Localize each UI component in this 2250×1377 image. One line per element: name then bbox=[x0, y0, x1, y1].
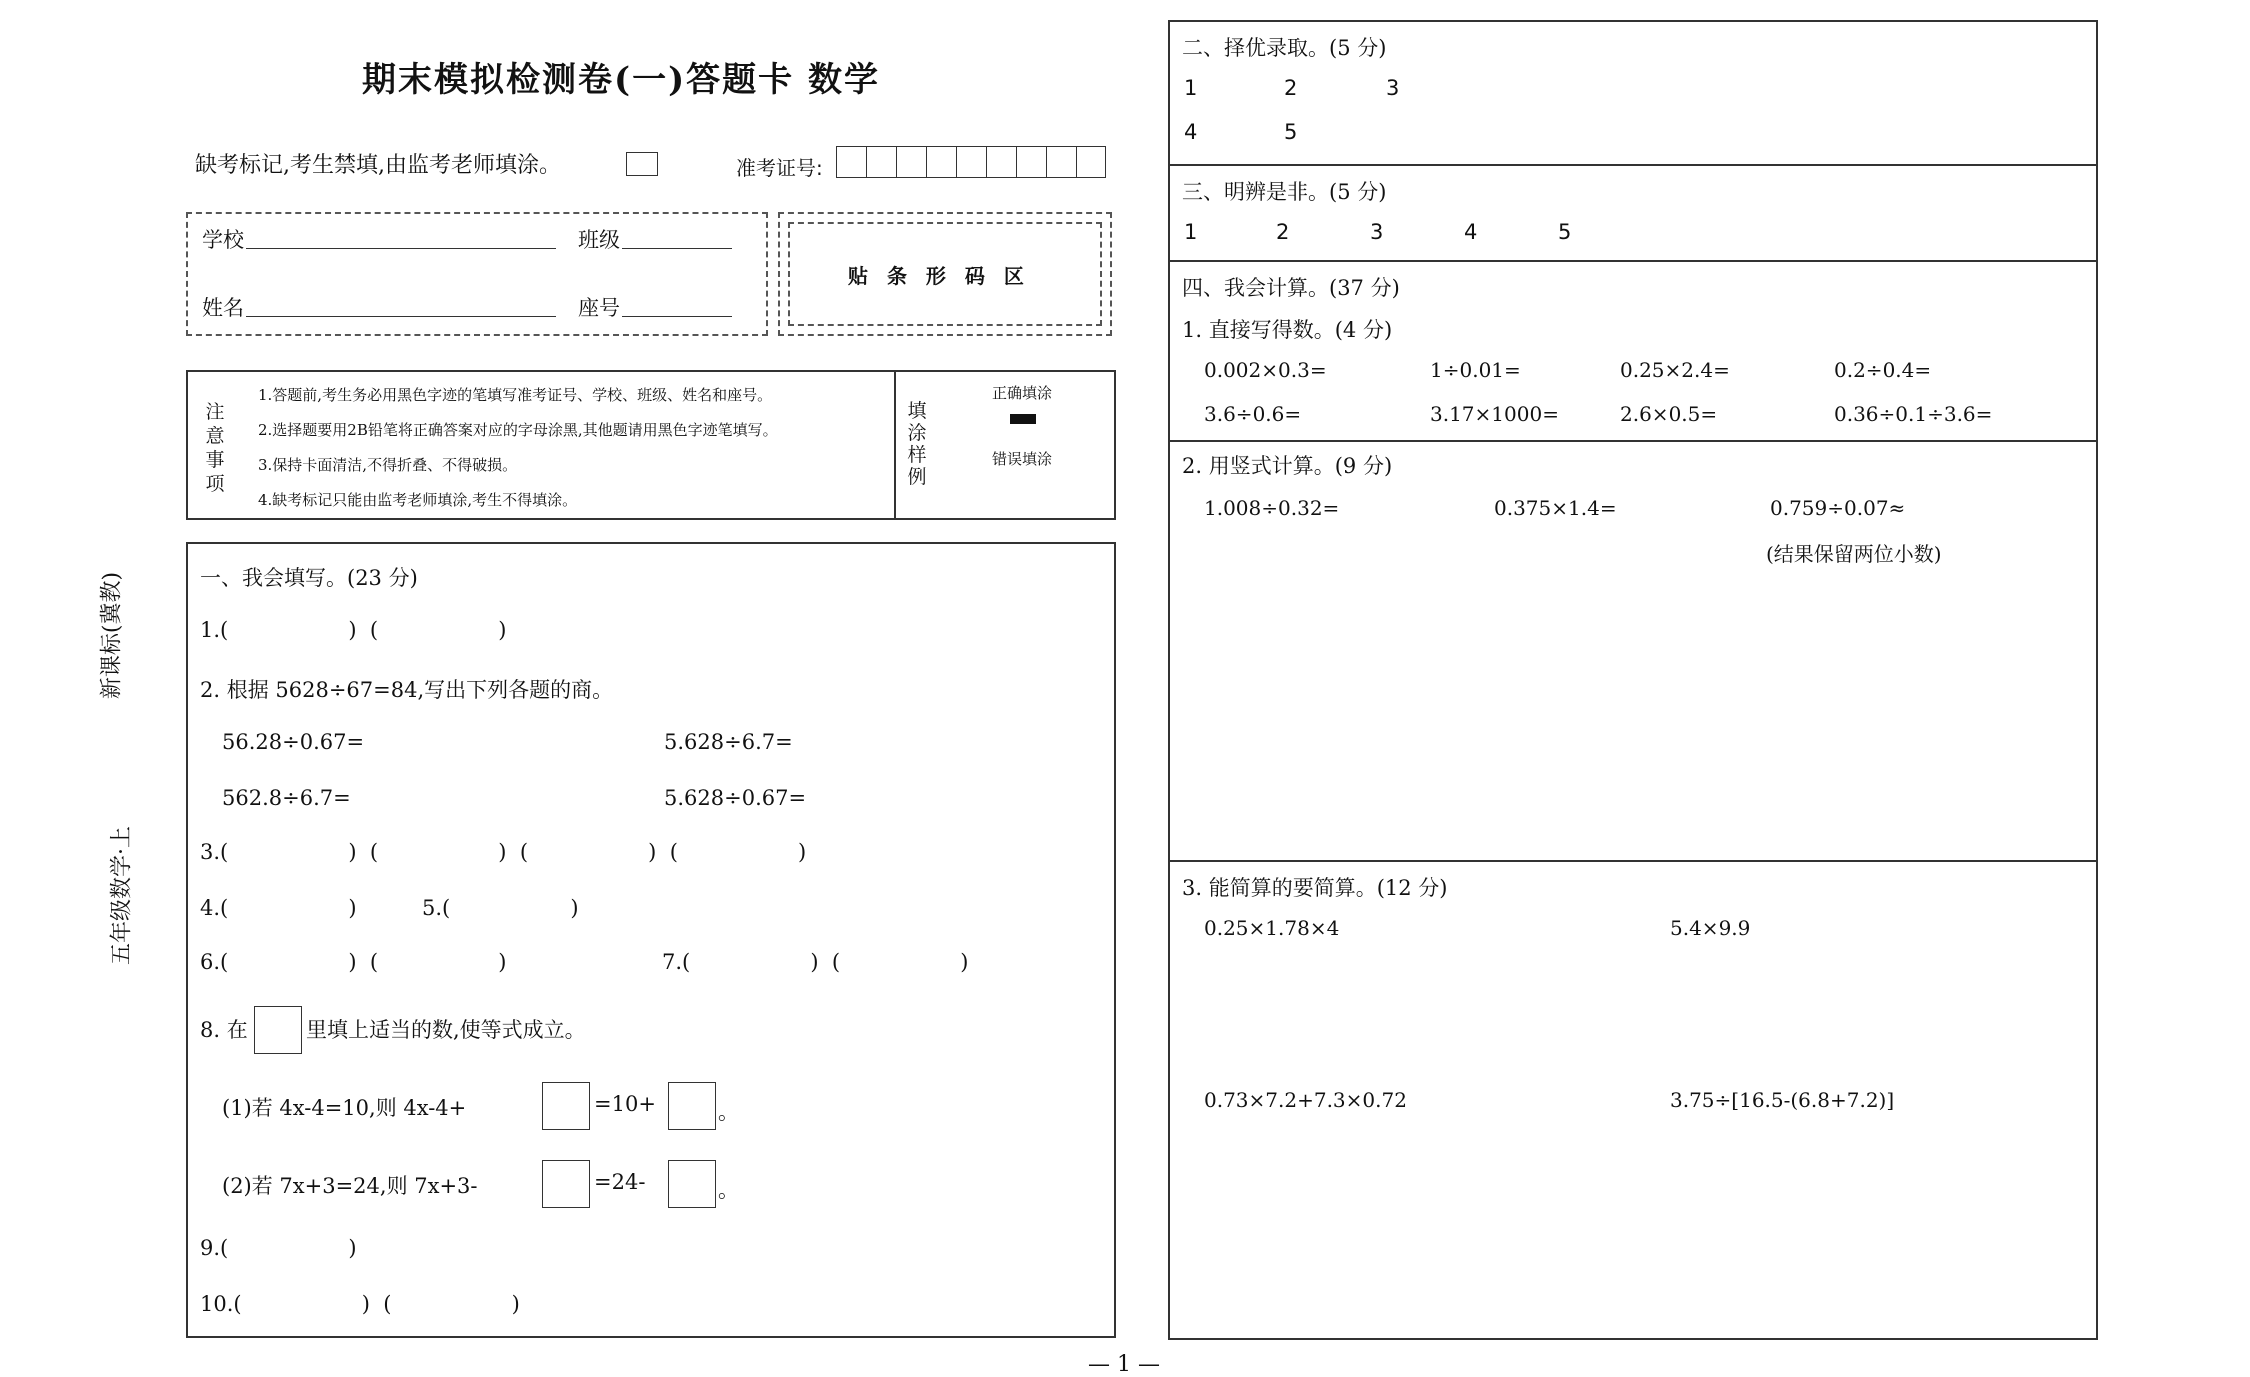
sec1-q2: 2. 根据 5628÷67=84,写出下列各题的商。 bbox=[200, 678, 614, 702]
sec1-q2c[interactable]: 562.8÷6.7= bbox=[222, 786, 351, 810]
divider-2-3 bbox=[1170, 164, 2096, 166]
calc-5[interactable]: 3.6÷0.6= bbox=[1204, 402, 1302, 426]
wrong-fill-label: 错误填涂 bbox=[992, 450, 1053, 468]
notice-item-3: 3.保持卡面清洁,不得折叠、不得破损。 bbox=[258, 456, 518, 474]
notice-label: 注 意 事 项 bbox=[205, 401, 225, 495]
divider-3-4 bbox=[1170, 260, 2096, 262]
sec3-item-3[interactable]: 3 bbox=[1370, 220, 1384, 244]
sec1-q7[interactable]: 7.( ) ( ) bbox=[662, 950, 969, 974]
sec1-q8-pre: 8. 在 bbox=[200, 1018, 248, 1042]
notice-item-2: 2.选择题要用2B铅笔将正确答案对应的字母涂黑,其他题请用黑色字迹笔填写。 bbox=[258, 421, 778, 439]
right-column bbox=[1168, 20, 2098, 1340]
school-field[interactable] bbox=[246, 248, 556, 249]
sec3-item-4[interactable]: 4 bbox=[1464, 220, 1478, 244]
sec1-q3[interactable]: 3.( ) ( ) ( ) ( ) bbox=[200, 840, 807, 864]
sec3-item-2[interactable]: 2 bbox=[1276, 220, 1290, 244]
notice-box bbox=[186, 370, 1116, 520]
class-label: 班级 bbox=[578, 228, 620, 252]
section-1 bbox=[186, 542, 1116, 1338]
sec1-q10[interactable]: 10.( ) ( ) bbox=[200, 1292, 520, 1316]
class-field[interactable] bbox=[622, 248, 732, 249]
vert-1[interactable]: 1.008÷0.32= bbox=[1204, 496, 1340, 520]
sec1-q8b-box-1[interactable] bbox=[542, 1160, 590, 1208]
barcode-outer bbox=[778, 212, 1112, 336]
page-number: — 1 — bbox=[1088, 1352, 1160, 1377]
sec3-title: 三、明辨是非。(5 分) bbox=[1182, 180, 1387, 204]
simp-4[interactable]: 3.75÷[16.5-(6.8+7.2)] bbox=[1670, 1088, 1895, 1112]
sec1-q8b-mid: =24- bbox=[594, 1170, 646, 1194]
sec1-q2a[interactable]: 56.28÷0.67= bbox=[222, 730, 365, 754]
calc-4[interactable]: 0.2÷0.4= bbox=[1834, 358, 1932, 382]
correct-fill-sample bbox=[1010, 414, 1036, 424]
sec4-sub2: 2. 用竖式计算。(9 分) bbox=[1182, 454, 1393, 478]
exam-no-label: 准考证号: bbox=[736, 156, 823, 180]
simp-1[interactable]: 0.25×1.78×4 bbox=[1204, 916, 1340, 940]
barcode-label: 贴 条 形 码 区 bbox=[848, 264, 1030, 288]
notice-item-4: 4.缺考标记只能由监考老师填涂,考生不得填涂。 bbox=[258, 491, 578, 509]
sec1-q6[interactable]: 6.( ) ( ) bbox=[200, 950, 507, 974]
sec1-q8a-box-2[interactable] bbox=[668, 1082, 716, 1130]
divider-4-2-3 bbox=[1170, 860, 2096, 862]
name-label: 姓名 bbox=[202, 296, 244, 320]
school-label: 学校 bbox=[202, 228, 244, 252]
sec1-q4[interactable]: 4.( ) bbox=[200, 896, 357, 920]
calc-6[interactable]: 3.17×1000= bbox=[1430, 402, 1559, 426]
sec2-item-4[interactable]: 4 bbox=[1184, 120, 1198, 144]
sec2-item-2[interactable]: 2 bbox=[1284, 76, 1298, 100]
side-label-bottom: 五年级数学·上 bbox=[109, 826, 135, 965]
seat-field[interactable] bbox=[622, 316, 732, 317]
sec1-title: 一、我会填写。(23 分) bbox=[200, 566, 418, 590]
sec2-item-3[interactable]: 3 bbox=[1386, 76, 1400, 100]
sec2-title: 二、择优录取。(5 分) bbox=[1182, 36, 1387, 60]
divider-4-1-2 bbox=[1170, 440, 2096, 442]
sec1-q8a-pre: (1)若 4x-4=10,则 4x-4+ bbox=[222, 1096, 467, 1120]
exam-no-grid[interactable] bbox=[836, 146, 1106, 178]
simp-3[interactable]: 0.73×7.2+7.3×0.72 bbox=[1204, 1088, 1407, 1112]
sec3-item-1[interactable]: 1 bbox=[1184, 220, 1198, 244]
sec1-q8-post: 里填上适当的数,使等式成立。 bbox=[306, 1018, 586, 1042]
fill-example-label: 填 涂 样 例 bbox=[907, 400, 927, 488]
sec1-q8a-mid: =10+ bbox=[594, 1092, 656, 1116]
notice-divider bbox=[894, 372, 896, 518]
sec1-q1[interactable]: 1.( ) ( ) bbox=[200, 618, 507, 642]
sec2-item-1[interactable]: 1 bbox=[1184, 76, 1198, 100]
sec4-sub1: 1. 直接写得数。(4 分) bbox=[1182, 318, 1393, 342]
sec3-item-5[interactable]: 5 bbox=[1558, 220, 1572, 244]
correct-fill-label: 正确填涂 bbox=[992, 384, 1053, 402]
sec1-q8a-box-1[interactable] bbox=[542, 1082, 590, 1130]
absent-mark-box[interactable] bbox=[626, 152, 658, 176]
vert-2[interactable]: 0.375×1.4= bbox=[1494, 496, 1617, 520]
simp-2[interactable]: 5.4×9.9 bbox=[1670, 916, 1751, 940]
sec1-q9[interactable]: 9.( ) bbox=[200, 1236, 357, 1260]
sec4-title: 四、我会计算。(37 分) bbox=[1182, 276, 1400, 300]
calc-2[interactable]: 1÷0.01= bbox=[1430, 358, 1521, 382]
sec1-q2b[interactable]: 5.628÷6.7= bbox=[664, 730, 793, 754]
vert-note: (结果保留两位小数) bbox=[1766, 542, 1942, 566]
calc-1[interactable]: 0.002×0.3= bbox=[1204, 358, 1327, 382]
calc-3[interactable]: 0.25×2.4= bbox=[1620, 358, 1730, 382]
sec4-sub3: 3. 能简算的要简算。(12 分) bbox=[1182, 876, 1448, 900]
calc-8[interactable]: 0.36÷0.1÷3.6= bbox=[1834, 402, 1993, 426]
barcode-area bbox=[788, 222, 1102, 326]
sec1-q8b-box-2[interactable] bbox=[668, 1160, 716, 1208]
sec2-item-5[interactable]: 5 bbox=[1284, 120, 1298, 144]
sec1-q8b-pre: (2)若 7x+3=24,则 7x+3- bbox=[222, 1174, 478, 1198]
vert-3[interactable]: 0.759÷0.07≈ bbox=[1770, 496, 1906, 520]
side-label-top: 新课标(冀教) bbox=[99, 571, 125, 700]
sec1-q5[interactable]: 5.( ) bbox=[422, 896, 579, 920]
sec1-q8-box bbox=[254, 1006, 302, 1054]
notice-item-1: 1.答题前,考生务必用黑色字迹的笔填写准考证号、学校、班级、姓名和座号。 bbox=[258, 386, 773, 404]
seat-label: 座号 bbox=[578, 296, 620, 320]
page-title: 期末模拟检测卷(一)答题卡 数学 bbox=[362, 60, 881, 100]
calc-7[interactable]: 2.6×0.5= bbox=[1620, 402, 1718, 426]
sec1-q2d[interactable]: 5.628÷0.67= bbox=[664, 786, 807, 810]
absent-note: 缺考标记,考生禁填,由监考老师填涂。 bbox=[195, 153, 561, 178]
sec1-q8a-end: 。 bbox=[718, 1100, 739, 1124]
name-field[interactable] bbox=[246, 316, 556, 317]
info-box bbox=[186, 212, 768, 336]
sec1-q8b-end: 。 bbox=[718, 1178, 739, 1202]
